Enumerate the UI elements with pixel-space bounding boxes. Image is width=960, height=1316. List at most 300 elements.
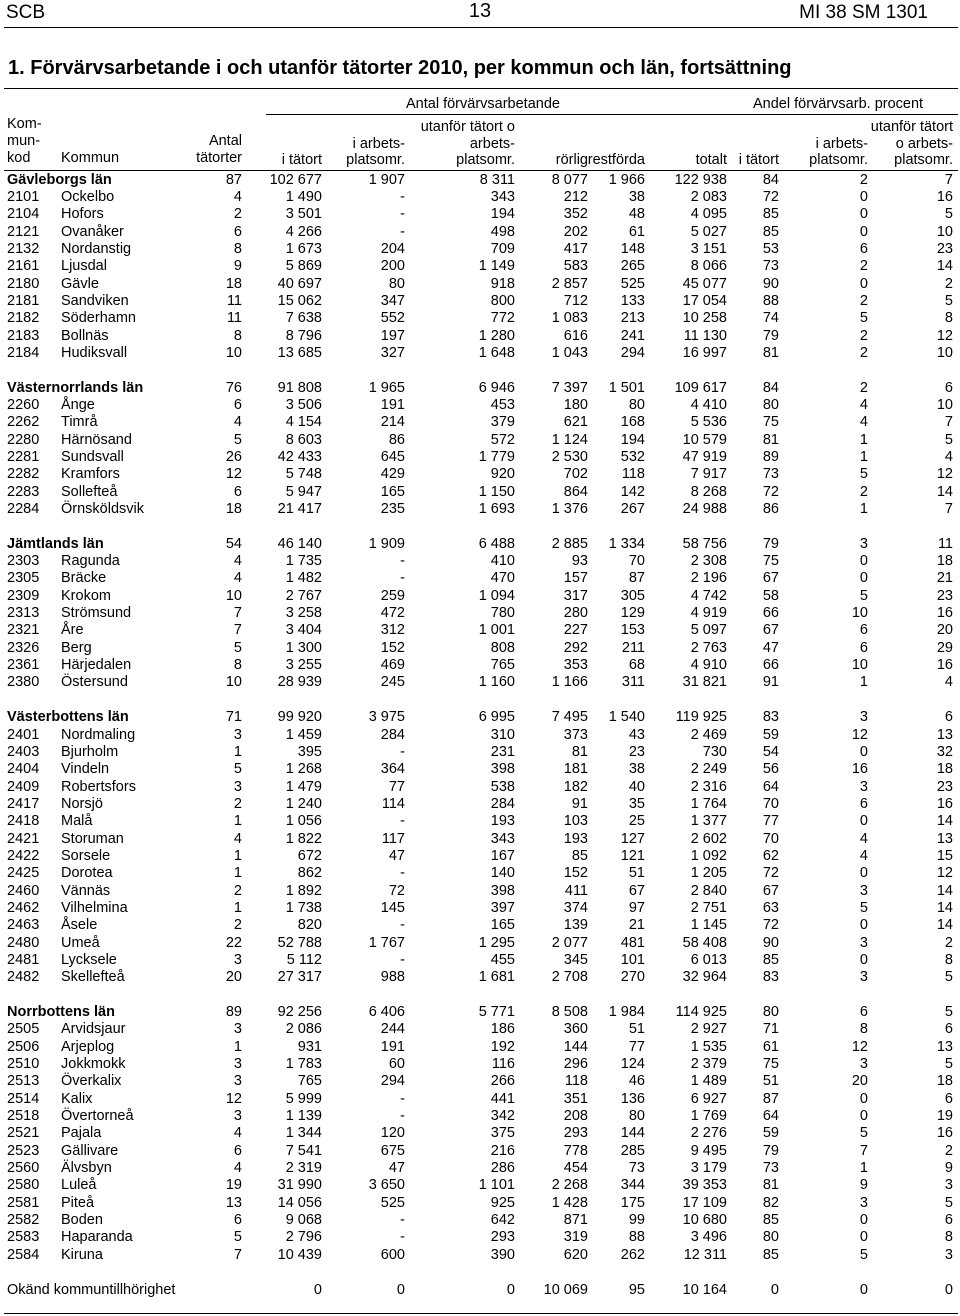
utanfor-cell: 1 150 — [478, 483, 515, 500]
andel-i-arbetsplatsomr-cell: 6 — [859, 639, 868, 656]
andel-i-arbetsplatsomr-cell: 6 — [859, 240, 868, 257]
totalt-cell: 1 205 — [690, 865, 727, 882]
kommunkod-cell: 2282 — [7, 466, 40, 483]
kommunkod-cell: 2321 — [7, 622, 40, 639]
kommun-cell: Överkalix — [61, 1073, 122, 1090]
restforda-cell: 51 — [628, 1021, 645, 1038]
kommunkod-cell: 2401 — [7, 726, 40, 743]
andel-i-tatort-cell: 72 — [762, 865, 779, 882]
andel-i-tatort-cell: 47 — [762, 639, 779, 656]
i-arbetsplatsomr-cell: 552 — [380, 310, 405, 327]
spacer-row — [0, 987, 960, 1004]
i-tatort-cell: 27 317 — [277, 969, 322, 986]
i-tatort-cell: 1 822 — [285, 830, 322, 847]
utanfor-cell: 342 — [490, 1108, 515, 1125]
andel-i-tatort-cell: 70 — [762, 830, 779, 847]
andel-i-arbetsplatsomr-cell: 2 — [859, 292, 868, 309]
kommun-cell: Ånge — [61, 396, 95, 413]
andel-utanfor-cell: 14 — [936, 483, 953, 500]
rorlig-cell: 157 — [563, 570, 588, 587]
antal-tatorter-cell: 6 — [233, 1142, 242, 1159]
table-row — [0, 588, 960, 605]
antal-tatorter-cell: 2 — [233, 206, 242, 223]
andel-i-arbetsplatsomr-cell: 0 — [859, 865, 868, 882]
rorlig-cell: 778 — [563, 1142, 588, 1159]
utanfor-cell: 231 — [490, 743, 515, 760]
kommunkod-cell: 2260 — [7, 396, 40, 413]
andel-i-arbetsplatsomr-cell: 0 — [859, 206, 868, 223]
utanfor-cell: 780 — [490, 605, 515, 622]
i-tatort-cell: 4 154 — [285, 414, 322, 431]
andel-utanfor-cell: 14 — [936, 882, 953, 899]
kommun-cell: Älvsbyn — [61, 1160, 112, 1177]
header-utanfor-1: utanför tätort o — [420, 119, 515, 135]
i-arbetsplatsomr-cell: 47 — [388, 847, 405, 864]
antal-tatorter-cell: 12 — [225, 1090, 242, 1107]
kommun-cell: Vilhelmina — [61, 899, 128, 916]
restforda-cell: 99 — [628, 1212, 645, 1229]
totalt-cell: 1 145 — [690, 917, 727, 934]
andel-utanfor-cell: 0 — [944, 1281, 953, 1298]
totalt-cell: 31 821 — [682, 674, 727, 691]
antal-tatorter-cell: 2 — [233, 917, 242, 934]
i-arbetsplatsomr-cell: 165 — [380, 483, 405, 500]
table-row — [0, 1212, 960, 1229]
i-tatort-cell: 3 506 — [285, 396, 322, 413]
totalt-cell: 17 109 — [682, 1194, 727, 1211]
rorlig-cell: 1 376 — [551, 501, 588, 518]
antal-tatorter-cell: 3 — [233, 778, 242, 795]
andel-i-arbetsplatsomr-cell: 12 — [851, 726, 868, 743]
andel-utanfor-cell: 14 — [936, 917, 953, 934]
county-row — [0, 536, 960, 553]
i-arbetsplatsomr-cell: 200 — [380, 258, 405, 275]
andel-i-tatort-cell: 79 — [762, 535, 779, 552]
rorlig-cell: 202 — [563, 223, 588, 240]
rorlig-cell: 293 — [563, 1125, 588, 1142]
andel-i-tatort-cell: 73 — [762, 1160, 779, 1177]
table-row — [0, 293, 960, 310]
restforda-cell: 211 — [621, 639, 645, 656]
table-row — [0, 1143, 960, 1160]
kommun-cell: Nordmaling — [61, 726, 136, 743]
table-row — [0, 1108, 960, 1125]
totalt-cell: 12 311 — [683, 1246, 727, 1263]
county-name: Jämtlands län — [7, 535, 104, 552]
header-andel-i-tatort: i tätort — [738, 152, 779, 168]
restforda-cell: 73 — [628, 1160, 645, 1177]
andel-utanfor-cell: 18 — [936, 1073, 953, 1090]
i-tatort-cell: 3 501 — [285, 206, 322, 223]
andel-utanfor-cell: 10 — [936, 344, 953, 361]
header-totalt: totalt — [695, 152, 727, 168]
i-tatort-cell: 1 783 — [285, 1056, 322, 1073]
i-tatort-cell: 52 788 — [277, 934, 322, 951]
totalt-cell: 2 276 — [690, 1125, 727, 1142]
kommunkod-cell: 2421 — [7, 830, 40, 847]
totalt-cell: 8 268 — [690, 483, 727, 500]
andel-i-arbetsplatsomr-cell: 2 — [859, 171, 868, 188]
i-arbetsplatsomr-cell: 77 — [388, 778, 405, 795]
andel-utanfor-cell: 7 — [944, 414, 953, 431]
andel-i-arbetsplatsomr-cell: 5 — [859, 899, 868, 916]
andel-i-tatort-cell: 66 — [762, 605, 779, 622]
antal-tatorter-cell: 10 — [225, 587, 242, 604]
i-tatort-cell: 14 056 — [277, 1194, 322, 1211]
kommunkod-cell: 2460 — [7, 882, 40, 899]
kommun-cell: Norsjö — [61, 795, 103, 812]
rorlig-cell: 144 — [563, 1038, 588, 1055]
i-tatort-cell: 42 433 — [277, 449, 322, 465]
i-tatort-cell: 102 677 — [269, 171, 322, 188]
totalt-cell: 39 353 — [682, 1177, 727, 1194]
antal-tatorter-cell: 6 — [233, 1212, 242, 1229]
header-andel-i-arbetsplatsomr-2: platsomr. — [809, 152, 868, 168]
andel-i-tatort-cell: 53 — [762, 240, 779, 257]
andel-i-arbetsplatsomr-cell: 2 — [859, 327, 868, 344]
kommunkod-cell: 2313 — [7, 605, 40, 622]
i-tatort-cell: 1 892 — [285, 882, 322, 899]
utanfor-cell: 165 — [490, 917, 515, 934]
kommunkod-cell: 2161 — [7, 258, 40, 275]
spacer-row — [0, 518, 960, 535]
utanfor-cell: 343 — [490, 830, 515, 847]
utanfor-cell: 1 648 — [478, 344, 515, 361]
andel-i-arbetsplatsomr-cell: 5 — [859, 587, 868, 604]
restforda-cell: 129 — [620, 605, 645, 622]
rorlig-cell: 8 508 — [551, 1004, 588, 1020]
table-bottom-rule — [4, 1313, 958, 1314]
andel-i-tatort-cell: 61 — [762, 1038, 779, 1055]
i-tatort-cell: 5 947 — [285, 483, 322, 500]
rorlig-cell: 345 — [563, 951, 588, 968]
andel-i-arbetsplatsomr-cell: 1 — [859, 431, 868, 448]
i-tatort-cell: 1 459 — [285, 726, 322, 743]
utanfor-cell: 310 — [490, 726, 515, 743]
antal-tatorter-cell: 4 — [233, 553, 242, 570]
andel-i-tatort-cell: 88 — [762, 292, 779, 309]
totalt-cell: 1 535 — [690, 1038, 727, 1055]
totalt-cell: 2 763 — [690, 639, 727, 656]
i-tatort-cell: 31 990 — [277, 1177, 322, 1194]
restforda-cell: 38 — [628, 761, 645, 778]
andel-utanfor-cell: 18 — [936, 553, 953, 570]
andel-utanfor-cell: 8 — [944, 310, 953, 327]
rorlig-cell: 7 397 — [551, 379, 588, 396]
kommunkod-cell: 2309 — [7, 587, 40, 604]
andel-i-arbetsplatsomr-cell: 0 — [859, 188, 868, 205]
header-antal-group: Antal förvärvsarbetande — [406, 96, 560, 112]
andel-i-arbetsplatsomr-cell: 1 — [859, 449, 868, 465]
kommunkod-cell: 2404 — [7, 761, 40, 778]
restforda-cell: 87 — [628, 570, 645, 587]
kommun-cell: Ragunda — [61, 553, 120, 570]
kommunkod-cell: 2281 — [7, 449, 40, 465]
header-kommun: Kommun — [61, 150, 120, 166]
i-arbetsplatsomr-cell: 152 — [380, 639, 405, 656]
rorlig-cell: 351 — [563, 1090, 588, 1107]
andel-utanfor-cell: 18 — [936, 761, 953, 778]
restforda-cell: 144 — [620, 1125, 645, 1142]
i-arbetsplatsomr-cell: - — [400, 570, 405, 587]
totalt-cell: 3 179 — [690, 1160, 727, 1177]
i-arbetsplatsomr-cell: - — [400, 206, 405, 223]
restforda-cell: 532 — [620, 449, 645, 465]
antal-tatorter-cell: 8 — [233, 657, 242, 674]
utanfor-cell: 375 — [490, 1125, 515, 1142]
utanfor-cell: 1 101 — [478, 1177, 515, 1194]
antal-tatorter-cell: 11 — [226, 292, 242, 309]
andel-i-arbetsplatsomr-cell: 0 — [859, 1108, 868, 1125]
i-arbetsplatsomr-cell: 347 — [380, 292, 405, 309]
andel-utanfor-cell: 13 — [936, 726, 953, 743]
utanfor-cell: 286 — [490, 1160, 515, 1177]
andel-utanfor-cell: 7 — [944, 171, 953, 188]
restforda-cell: 46 — [628, 1073, 645, 1090]
andel-i-tatort-cell: 67 — [762, 570, 779, 587]
header-kommunkod-1: Kom- — [7, 116, 42, 132]
i-arbetsplatsomr-cell: - — [400, 813, 405, 830]
antal-tatorter-cell: 5 — [233, 1229, 242, 1246]
antal-tatorter-cell: 8 — [233, 240, 242, 257]
i-tatort-cell: 7 638 — [285, 310, 322, 327]
totalt-cell: 1 377 — [690, 813, 727, 830]
totalt-cell: 47 919 — [682, 449, 727, 465]
table-row — [0, 969, 960, 986]
totalt-cell: 730 — [702, 743, 727, 760]
i-tatort-cell: 13 685 — [277, 344, 322, 361]
totalt-cell: 5 097 — [690, 622, 727, 639]
kommunkod-cell: 2181 — [7, 292, 40, 309]
kommunkod-cell: 2403 — [7, 743, 40, 760]
utanfor-cell: 5 771 — [478, 1004, 515, 1020]
andel-i-arbetsplatsomr-cell: 1 — [859, 674, 868, 691]
i-tatort-cell: 5 112 — [286, 951, 322, 968]
utanfor-cell: 167 — [490, 847, 515, 864]
rorlig-cell: 620 — [563, 1246, 588, 1263]
kommunkod-cell: 2121 — [7, 223, 40, 240]
rorlig-cell: 373 — [563, 726, 588, 743]
andel-i-tatort-cell: 91 — [762, 674, 779, 691]
andel-utanfor-cell: 2 — [944, 1142, 953, 1159]
andel-i-tatort-cell: 75 — [762, 553, 779, 570]
utanfor-cell: 455 — [490, 951, 515, 968]
header-kommunkod-3: kod — [7, 150, 31, 166]
utanfor-cell: 453 — [490, 396, 515, 413]
i-arbetsplatsomr-cell: 259 — [380, 587, 405, 604]
andel-i-tatort-cell: 90 — [762, 934, 779, 951]
utanfor-cell: 808 — [490, 639, 515, 656]
totalt-cell: 10 579 — [682, 431, 727, 448]
table-row — [0, 813, 960, 830]
restforda-cell: 1 540 — [608, 709, 645, 726]
header-andel-group: Andel förvärvsarb. procent — [753, 96, 924, 112]
andel-i-tatort-cell: 67 — [762, 622, 779, 639]
andel-i-tatort-cell: 80 — [762, 396, 779, 413]
rorlig-cell: 1 083 — [551, 310, 588, 327]
antal-tatorter-cell: 9 — [233, 258, 242, 275]
table-row — [0, 328, 960, 345]
andel-i-tatort-cell: 67 — [762, 882, 779, 899]
table-row — [0, 553, 960, 570]
utanfor-cell: 1 779 — [478, 449, 515, 465]
i-arbetsplatsomr-cell: 0 — [396, 1281, 405, 1298]
andel-utanfor-cell: 5 — [944, 1194, 953, 1211]
restforda-cell: 80 — [628, 1108, 645, 1125]
county-row — [0, 172, 960, 189]
kommun-cell: Härjedalen — [61, 657, 132, 674]
restforda-cell: 38 — [628, 188, 645, 205]
kommun-cell: Boden — [61, 1212, 103, 1229]
i-tatort-cell: 91 808 — [277, 379, 322, 396]
andel-i-arbetsplatsomr-cell: 0 — [859, 275, 868, 292]
andel-utanfor-cell: 5 — [944, 206, 953, 223]
andel-i-tatort-cell: 90 — [762, 275, 779, 292]
andel-i-tatort-cell: 62 — [762, 847, 779, 864]
totalt-cell: 4 095 — [690, 206, 727, 223]
utanfor-cell: 441 — [490, 1090, 515, 1107]
table-row — [0, 640, 960, 657]
andel-utanfor-cell: 10 — [936, 396, 953, 413]
restforda-cell: 68 — [628, 657, 645, 674]
andel-i-arbetsplatsomr-cell: 3 — [859, 778, 868, 795]
i-tatort-cell: 2 319 — [285, 1160, 322, 1177]
i-arbetsplatsomr-cell: - — [400, 1108, 405, 1125]
rorlig-cell: 702 — [563, 466, 588, 483]
andel-i-arbetsplatsomr-cell: 8 — [859, 1021, 868, 1038]
table-row — [0, 727, 960, 744]
table-row — [0, 466, 960, 483]
antal-tatorter-cell: 5 — [233, 431, 242, 448]
restforda-cell: 51 — [628, 865, 645, 882]
antal-tatorter-cell: 11 — [226, 310, 242, 327]
totalt-cell: 17 054 — [682, 292, 727, 309]
andel-utanfor-cell: 6 — [944, 1212, 953, 1229]
antal-tatorter-cell: 22 — [225, 934, 242, 951]
kommunkod-cell: 2409 — [7, 778, 40, 795]
i-arbetsplatsomr-cell: 645 — [380, 449, 405, 465]
header-andel-utanfor-1: utanför tätort — [870, 119, 953, 135]
totalt-cell: 16 997 — [682, 344, 727, 361]
utanfor-cell: 709 — [490, 240, 515, 257]
utanfor-cell: 398 — [490, 761, 515, 778]
i-tatort-cell: 1 735 — [285, 553, 322, 570]
kommun-cell: Kramfors — [61, 466, 120, 483]
rorlig-cell: 2 857 — [551, 275, 588, 292]
kommun-cell: Vindeln — [61, 761, 110, 778]
andel-utanfor-cell: 3 — [944, 1246, 953, 1263]
kommun-cell: Strömsund — [61, 605, 132, 622]
andel-i-arbetsplatsomr-cell: 4 — [859, 847, 868, 864]
kommun-cell: Nordanstig — [61, 240, 132, 257]
kommun-cell: Kiruna — [61, 1246, 103, 1263]
table-row — [0, 1160, 960, 1177]
antal-tatorter-cell: 10 — [225, 344, 242, 361]
antal-tatorter-cell: 1 — [233, 865, 242, 882]
table-top-rule — [4, 88, 958, 89]
andel-i-tatort-cell: 75 — [762, 414, 779, 431]
kommunkod-cell: 2182 — [7, 310, 40, 327]
antal-tatorter-cell: 3 — [233, 1021, 242, 1038]
kommunkod-cell: 2463 — [7, 917, 40, 934]
i-tatort-cell: 862 — [297, 865, 322, 882]
utanfor-cell: 140 — [490, 865, 515, 882]
restforda-cell: 294 — [620, 344, 645, 361]
kommunkod-cell: 2380 — [7, 674, 40, 691]
restforda-cell: 77 — [628, 1038, 645, 1055]
i-arbetsplatsomr-cell: 472 — [380, 605, 405, 622]
i-arbetsplatsomr-cell: 80 — [388, 275, 405, 292]
table-row — [0, 744, 960, 761]
andel-i-tatort-cell: 85 — [762, 1246, 779, 1263]
kommunkod-cell: 2303 — [7, 553, 40, 570]
andel-i-arbetsplatsomr-cell: 5 — [859, 310, 868, 327]
kommunkod-cell: 2584 — [7, 1246, 40, 1263]
i-arbetsplatsomr-cell: 47 — [388, 1160, 405, 1177]
table-row — [0, 848, 960, 865]
rorlig-cell: 712 — [563, 292, 588, 309]
table-row — [0, 276, 960, 293]
andel-utanfor-cell: 20 — [936, 622, 953, 639]
utanfor-cell: 6 946 — [478, 379, 515, 396]
kommun-cell: Umeå — [61, 934, 100, 951]
andel-i-arbetsplatsomr-cell: 3 — [859, 882, 868, 899]
andel-i-tatort-cell: 59 — [762, 1125, 779, 1142]
antal-tatorter-cell: 26 — [225, 449, 242, 465]
kommun-cell: Bjurholm — [61, 743, 119, 760]
i-tatort-cell: 21 417 — [277, 501, 322, 518]
header-rule — [4, 27, 958, 28]
andel-i-tatort-cell: 56 — [762, 761, 779, 778]
andel-utanfor-cell: 6 — [944, 1021, 953, 1038]
antal-tatorter-cell: 71 — [225, 709, 242, 726]
utanfor-cell: 379 — [490, 414, 515, 431]
andel-i-tatort-cell: 89 — [762, 449, 779, 465]
restforda-cell: 23 — [628, 743, 645, 760]
totalt-cell: 3 151 — [690, 240, 727, 257]
kommunkod-cell: 2482 — [7, 969, 40, 986]
table-row — [0, 1125, 960, 1142]
andel-i-tatort-cell: 84 — [762, 379, 779, 396]
kommunkod-cell: 2506 — [7, 1038, 40, 1055]
i-tatort-cell: 46 140 — [277, 535, 322, 552]
andel-i-tatort-cell: 58 — [762, 587, 779, 604]
i-arbetsplatsomr-cell: 204 — [380, 240, 405, 257]
kommun-cell: Sundsvall — [61, 449, 124, 465]
andel-i-tatort-cell: 82 — [762, 1194, 779, 1211]
spacer-row — [0, 362, 960, 379]
andel-i-arbetsplatsomr-cell: 10 — [851, 605, 868, 622]
antal-tatorter-cell: 1 — [233, 899, 242, 916]
kommun-cell: Gällivare — [61, 1142, 119, 1159]
i-arbetsplatsomr-cell: 214 — [380, 414, 405, 431]
table-row — [0, 224, 960, 241]
utanfor-cell: 293 — [490, 1229, 515, 1246]
andel-utanfor-cell: 14 — [936, 813, 953, 830]
kommun-cell: Sorsele — [61, 847, 111, 864]
andel-i-tatort-cell: 85 — [762, 1212, 779, 1229]
totalt-cell: 4 742 — [690, 587, 727, 604]
i-arbetsplatsomr-cell: 675 — [380, 1142, 405, 1159]
andel-i-tatort-cell: 81 — [762, 431, 779, 448]
i-arbetsplatsomr-cell: 191 — [380, 396, 405, 413]
rorlig-cell: 10 069 — [543, 1281, 588, 1298]
andel-utanfor-cell: 23 — [936, 778, 953, 795]
kommunkod-cell: 2581 — [7, 1194, 40, 1211]
totalt-cell: 5 536 — [690, 414, 727, 431]
totalt-cell: 1 489 — [690, 1073, 727, 1090]
antal-tatorter-cell: 4 — [233, 1125, 242, 1142]
